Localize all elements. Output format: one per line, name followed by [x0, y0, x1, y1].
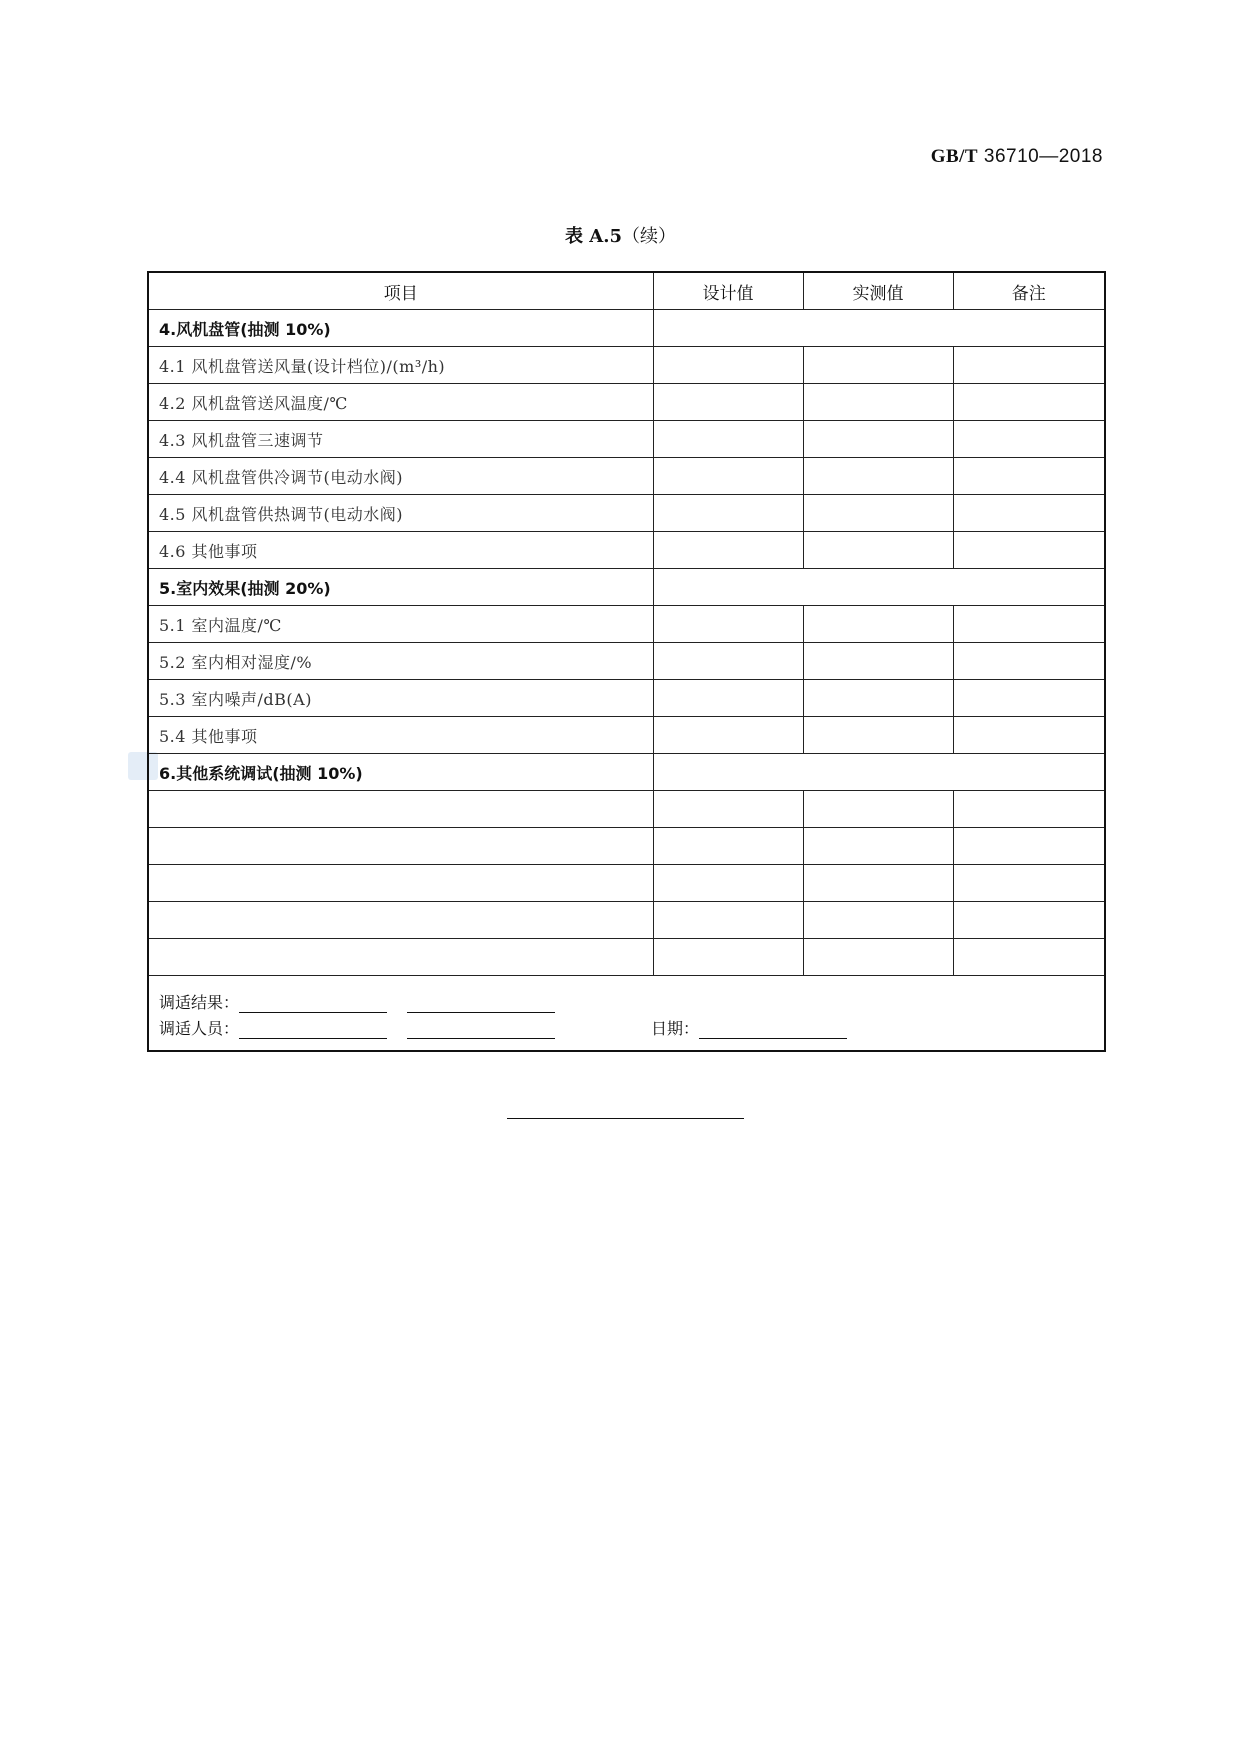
- measured-value-cell[interactable]: [803, 717, 953, 754]
- measured-value-cell[interactable]: [803, 828, 953, 865]
- remarks-cell[interactable]: [953, 532, 1105, 569]
- date-field: [651, 1016, 847, 1039]
- design-value-cell[interactable]: [653, 791, 803, 828]
- measured-value-cell[interactable]: [803, 532, 953, 569]
- design-value-cell[interactable]: [653, 643, 803, 680]
- personnel-blank-2[interactable]: [407, 1020, 555, 1039]
- item-row: [148, 791, 1105, 828]
- design-value-cell[interactable]: [653, 421, 803, 458]
- design-value-cell[interactable]: [653, 902, 803, 939]
- table-header-row: [148, 272, 1105, 310]
- table-body: [148, 272, 1105, 1051]
- item-label: [148, 791, 653, 828]
- measured-value-cell[interactable]: [803, 458, 953, 495]
- measured-value-cell[interactable]: [803, 939, 953, 976]
- section-header-row: [148, 754, 1105, 791]
- item-label: 4.6 其他事项: [148, 532, 653, 569]
- end-of-document-rule: [507, 1118, 744, 1119]
- item-label: 5.1 室内温度/℃: [148, 606, 653, 643]
- signature-footer-row: [148, 976, 1105, 1052]
- measured-value-cell[interactable]: [803, 680, 953, 717]
- item-row: [148, 680, 1105, 717]
- measured-value-cell[interactable]: [803, 347, 953, 384]
- result-label: 调适结果：: [159, 993, 240, 1012]
- column-header-remarks: 备注: [953, 272, 1105, 310]
- measured-value-cell[interactable]: [803, 865, 953, 902]
- section-title: 6.其他系统调试(抽测 10%): [148, 754, 653, 791]
- column-header-item: 项目: [148, 272, 653, 310]
- section-blank-cell: [653, 569, 1105, 606]
- remarks-cell[interactable]: [953, 384, 1105, 421]
- personnel-blank-1[interactable]: [239, 1020, 387, 1039]
- item-label: 4.4 风机盘管供冷调节(电动水阀): [148, 458, 653, 495]
- item-label: [148, 828, 653, 865]
- remarks-cell[interactable]: [953, 939, 1105, 976]
- remarks-cell[interactable]: [953, 865, 1105, 902]
- measured-value-cell[interactable]: [803, 643, 953, 680]
- column-header-design-value: 设计值: [653, 272, 803, 310]
- item-row: [148, 717, 1105, 754]
- table-label: 表 A.5: [564, 226, 623, 247]
- remarks-cell[interactable]: [953, 791, 1105, 828]
- standard-number: [931, 146, 1103, 168]
- result-blank-2[interactable]: [407, 994, 555, 1013]
- column-header-measured-value: 实测值: [803, 272, 953, 310]
- remarks-cell[interactable]: [953, 421, 1105, 458]
- design-value-cell[interactable]: [653, 532, 803, 569]
- item-row: [148, 902, 1105, 939]
- item-row: [148, 347, 1105, 384]
- result-blank-1[interactable]: [239, 994, 387, 1013]
- remarks-cell[interactable]: [953, 606, 1105, 643]
- remarks-cell[interactable]: [953, 458, 1105, 495]
- design-value-cell[interactable]: [653, 680, 803, 717]
- table-continued: （续）: [622, 226, 677, 247]
- item-label: [148, 902, 653, 939]
- table-title: [0, 222, 1241, 248]
- item-label: [148, 939, 653, 976]
- date-label: 日期：: [651, 1019, 700, 1038]
- measured-value-cell[interactable]: [803, 791, 953, 828]
- item-row: [148, 643, 1105, 680]
- design-value-cell[interactable]: [653, 347, 803, 384]
- item-row: [148, 495, 1105, 532]
- item-row: [148, 939, 1105, 976]
- remarks-cell[interactable]: [953, 643, 1105, 680]
- remarks-cell[interactable]: [953, 495, 1105, 532]
- design-value-cell[interactable]: [653, 939, 803, 976]
- design-value-cell[interactable]: [653, 865, 803, 902]
- item-row: [148, 828, 1105, 865]
- measured-value-cell[interactable]: [803, 606, 953, 643]
- result-line: [159, 987, 1094, 1013]
- personnel-label: 调适人员：: [159, 1019, 240, 1038]
- measured-value-cell[interactable]: [803, 384, 953, 421]
- remarks-cell[interactable]: [953, 680, 1105, 717]
- date-blank[interactable]: [699, 1020, 847, 1039]
- commissioning-table: [147, 271, 1106, 1052]
- section-header-row: [148, 569, 1105, 606]
- item-label: 5.2 室内相对湿度/%: [148, 643, 653, 680]
- item-label: 5.3 室内噪声/dB(A): [148, 680, 653, 717]
- item-row: [148, 865, 1105, 902]
- section-blank-cell: [653, 310, 1105, 347]
- item-row: [148, 532, 1105, 569]
- design-value-cell[interactable]: [653, 458, 803, 495]
- remarks-cell[interactable]: [953, 902, 1105, 939]
- standard-code: 36710—2018: [983, 146, 1103, 167]
- item-label: 4.2 风机盘管送风温度/℃: [148, 384, 653, 421]
- item-row: [148, 458, 1105, 495]
- design-value-cell[interactable]: [653, 495, 803, 532]
- section-title: 5.室内效果(抽测 20%): [148, 569, 653, 606]
- remarks-cell[interactable]: [953, 347, 1105, 384]
- remarks-cell[interactable]: [953, 717, 1105, 754]
- item-label: 4.1 风机盘管送风量(设计档位)/(m³/h): [148, 347, 653, 384]
- item-row: [148, 384, 1105, 421]
- section-header-row: [148, 310, 1105, 347]
- design-value-cell[interactable]: [653, 606, 803, 643]
- measured-value-cell[interactable]: [803, 421, 953, 458]
- standard-prefix: GB/T: [930, 146, 979, 167]
- personnel-line: [159, 1013, 1094, 1039]
- item-row: [148, 606, 1105, 643]
- item-label: 4.5 风机盘管供热调节(电动水阀): [148, 495, 653, 532]
- item-label: 5.4 其他事项: [148, 717, 653, 754]
- item-label: 4.3 风机盘管三速调节: [148, 421, 653, 458]
- remarks-cell[interactable]: [953, 828, 1105, 865]
- item-label: [148, 865, 653, 902]
- measured-value-cell[interactable]: [803, 902, 953, 939]
- signature-footer-cell: [148, 976, 1105, 1052]
- item-row: [148, 421, 1105, 458]
- design-value-cell[interactable]: [653, 828, 803, 865]
- design-value-cell[interactable]: [653, 717, 803, 754]
- section-title: 4.风机盘管(抽测 10%): [148, 310, 653, 347]
- section-blank-cell: [653, 754, 1105, 791]
- design-value-cell[interactable]: [653, 384, 803, 421]
- measured-value-cell[interactable]: [803, 495, 953, 532]
